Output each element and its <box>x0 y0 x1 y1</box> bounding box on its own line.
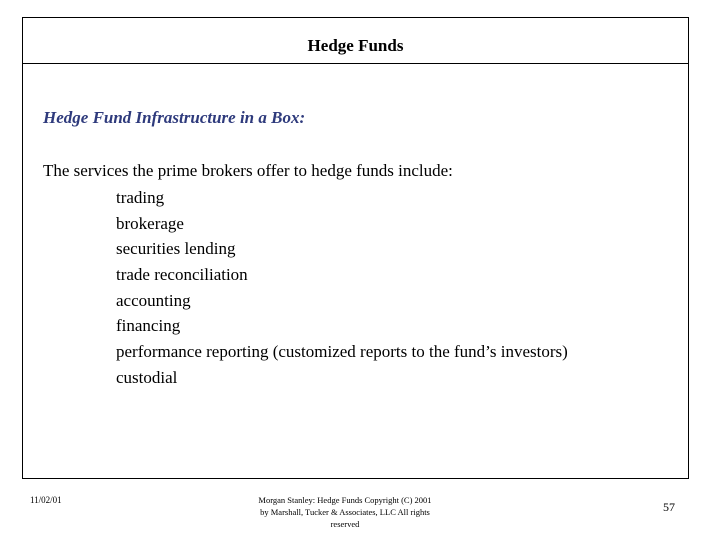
intro-text: The services the prime brokers offer to hedge funds include: <box>43 161 453 180</box>
service-item: performance reporting (customized reports to the fund’s investors) <box>116 342 568 362</box>
footer-date: 11/02/01 <box>30 495 62 505</box>
footer-copyright <box>240 494 450 530</box>
copyright-line: Morgan Stanley: Hedge Funds Copyright (C) 2001 <box>258 495 432 505</box>
title-divider <box>23 63 688 64</box>
service-item: custodial <box>116 367 178 387</box>
service-item: accounting <box>116 290 191 310</box>
copyright-line: reserved <box>330 519 360 529</box>
service-item: brokerage <box>116 213 184 233</box>
page-number: 57 <box>663 500 675 514</box>
service-item: securities lending <box>116 239 236 259</box>
service-item: trade reconciliation <box>116 265 248 285</box>
service-item: trading <box>116 188 165 207</box>
slide-title: Hedge Funds <box>307 36 404 55</box>
service-item: financing <box>116 316 181 336</box>
services-list <box>116 185 568 391</box>
slide-frame <box>22 17 689 479</box>
copyright-line: by Marshall, Tucker & Associates, LLC All rights <box>260 507 430 517</box>
slide-subtitle: Hedge Fund Infrastructure in a Box: <box>43 108 306 127</box>
